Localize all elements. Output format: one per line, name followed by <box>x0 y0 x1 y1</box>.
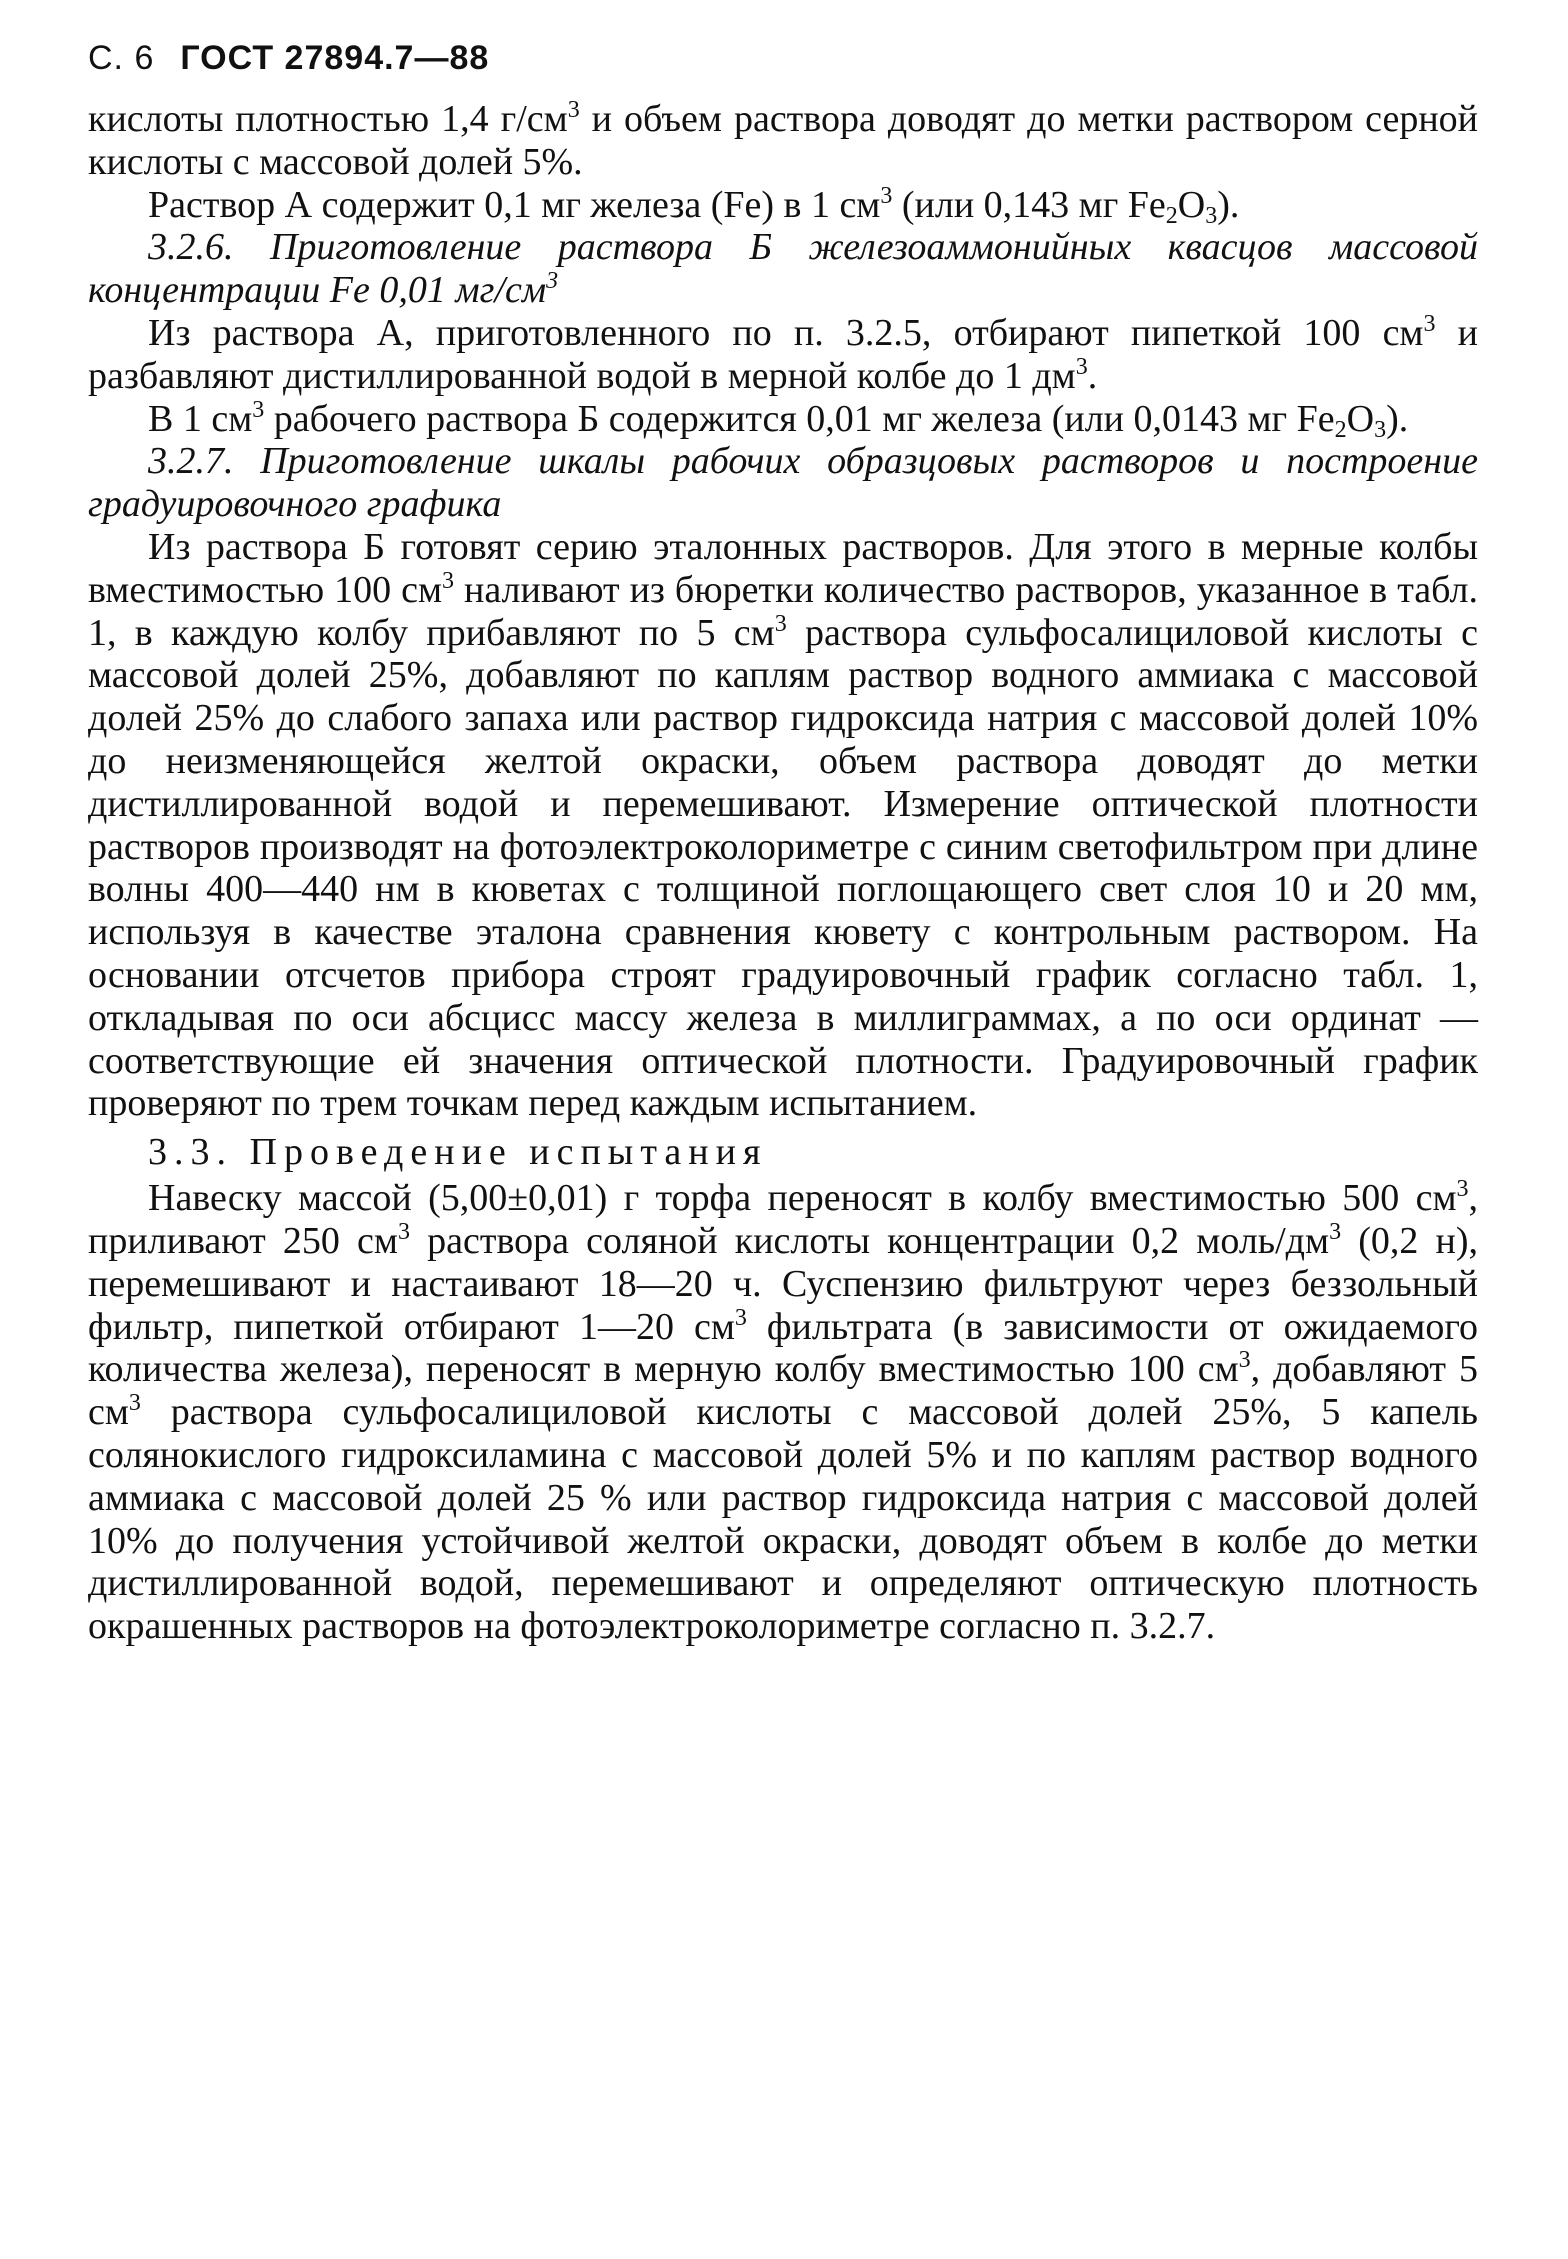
subscript: 2 <box>1334 416 1347 443</box>
section-heading-3-3: 3.3. Проведение испытания <box>148 1131 768 1174</box>
text-fragment: кислоты плотностью 1,4 г/см <box>88 98 568 140</box>
text-fragment: ). <box>1217 183 1240 226</box>
text-fragment: O <box>1177 183 1206 226</box>
text-fragment: и разбавляют дистиллированной водой в мерной колбе до 1 дм <box>88 311 1478 397</box>
text-fragment: раствора соляной кислоты концентрации 0,2 моль/дм <box>409 1219 1330 1262</box>
page-header <box>88 30 1478 86</box>
standard-title: ГОСТ 27894.7—88 <box>180 39 490 77</box>
text-fragment: Из раствора Б готовят серию эталонных растворов. Для этого в мерные колбы вместимостью 100 см <box>88 525 1478 611</box>
superscript: 3 <box>880 182 893 209</box>
text-fragment: , приливают 250 см <box>88 1177 1478 1262</box>
superscript: 3 <box>774 610 787 637</box>
text-fragment: 3.2.7. Приготовление шкалы рабочих образцовых растворов и построение градуировочного графика <box>88 440 1478 526</box>
superscript: 3 <box>1238 1347 1251 1374</box>
document-page <box>88 30 1478 1648</box>
text-fragment: Навеску массой (5,00±0,01) г торфа переносят в колбу вместимостью 500 см <box>148 1177 1457 1220</box>
section-heading-3-2-7 <box>88 440 1478 526</box>
superscript: 3 <box>1329 1218 1342 1245</box>
superscript: 3 <box>1423 310 1436 337</box>
superscript: 3 <box>1075 353 1088 380</box>
superscript: 3 <box>397 1218 410 1245</box>
text-fragment: наливают из бюретки количество растворов, указанное в табл. 1, в каждую колбу прибавляют по 5 см <box>88 568 1479 654</box>
text-fragment: ). <box>1386 397 1409 440</box>
superscript: 3 <box>567 97 580 123</box>
text-fragment: раствора сульфосалициловой кислоты с массовой долей 25%, 5 капель солянокислого гидроксиламина с массовой долей 5% и по каплям раствор водного аммиака с массовой долей 25 % или раствор гидроксида натрия с массовой долей 10% до получения устойчивой желтой окраски, доводят объем в колбе до метки дистиллированной водой, перемешивают и определяют оптическую плотность окрашенных растворов на фотоэлектроколориметре согласно п. 3.2.7. <box>88 1391 1478 1648</box>
text-fragment: фильтрата (в зависимости от ожидаемого количества железа), переносят в мерную колбу вместимостью 100 см <box>88 1305 1478 1391</box>
text-fragment: рабочего раствора Б содержится 0,01 мг железа (или 0,0143 мг Fe <box>264 397 1335 440</box>
section-heading-3-2-6 <box>88 226 1478 312</box>
paragraph-solution-a <box>88 184 1478 227</box>
text-fragment: . <box>1087 354 1098 397</box>
text-fragment: Из раствора А, приготовленного по п. 3.2.5, отбирают пипеткой 100 см <box>148 311 1424 354</box>
text-fragment: 3.2.6. Приготовление раствора Б железоаммонийных квасцов массовой концентрации Fe 0,01 мг/см <box>88 226 1478 312</box>
paragraph-solution-b <box>88 398 1478 441</box>
page-number: С. 6 <box>88 39 155 77</box>
subscript: 3 <box>1205 202 1218 229</box>
subscript: 2 <box>1165 202 1178 229</box>
text-fragment: Раствор А содержит 0,1 мг железа (Fe) в 1 см <box>148 183 881 226</box>
text-fragment: (или 0,143 мг Fe <box>892 183 1166 226</box>
text-fragment: , добавляют 5 см <box>88 1348 1478 1434</box>
paragraph-test-procedure <box>88 1177 1478 1648</box>
text-fragment: В 1 см <box>148 397 253 440</box>
superscript: 3 <box>1456 1176 1469 1203</box>
superscript: 3 <box>442 567 455 594</box>
superscript: 3 <box>734 1304 747 1331</box>
text-fragment: (0,2 н), перемешивают и настаивают 18—20 ч. Суспензию фильтруют через беззольный фильтр, пипеткой отбирают 1—20 см <box>88 1219 1478 1348</box>
superscript: 3 <box>252 396 265 423</box>
superscript: 3 <box>128 1390 141 1417</box>
superscript: 3 <box>546 268 559 295</box>
paragraph-calibration <box>88 526 1478 1125</box>
paragraph-dilution <box>88 312 1478 398</box>
text-fragment: O <box>1346 397 1375 440</box>
text-fragment: раствора сульфосалициловой кислоты с массовой долей 25%, добавляют по каплям раствор водного аммиака с массовой долей 25% до слабого запаха или раствор гидроксида натрия с массовой долей 10% до неизменяющейся желтой окраски, объем раствора доводят до метки дистиллированной водой и перемешивают. Измерение оптической плотности растворов производят на фотоэлектроколориметре с синим светофильтром при длине волны 400—440 нм в кюветах с толщиной поглощающего свет слоя 10 и 20 мм, используя в качестве эталона сравнения кювету с контрольным раствором. На основании отсчетов прибора строят градуировочный график согласно табл. 1, откладывая по оси абсцисс массу железа в миллиграммах, а по оси ординат — соответствующие ей значения оптической плотности. Градуировочный график проверяют по трем точкам перед каждым испытанием. <box>88 611 1478 1125</box>
paragraph-acid <box>88 98 1478 184</box>
text-fragment: и объем раствора доводят до метки раствором серной кислоты с массовой долей 5%. <box>88 98 1478 183</box>
subscript: 3 <box>1374 416 1387 443</box>
